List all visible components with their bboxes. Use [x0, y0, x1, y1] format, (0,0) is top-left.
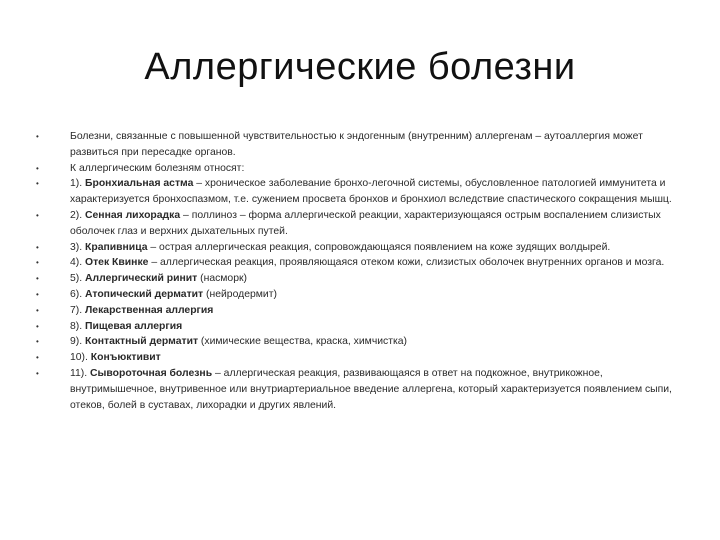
item-text: 10).	[70, 352, 91, 364]
item-text: 2).	[70, 209, 86, 221]
item-text: 6).	[70, 288, 86, 300]
bullet-icon: •	[36, 242, 39, 252]
list-item	[36, 271, 676, 287]
item-text: (химические вещества, краска, химчистка)	[198, 336, 408, 348]
list-item	[36, 350, 676, 366]
item-text: Болезни, связанные с повышенной чувствительностью к эндогенным (внутренним) аллергенам – аутоаллергия может развиться при пересадке органов.	[70, 131, 643, 158]
item-text: 4).	[70, 257, 86, 269]
bullet-icon: •	[36, 210, 39, 220]
list-item	[36, 303, 676, 319]
bullet-icon: •	[36, 353, 39, 363]
bullet-icon: •	[36, 163, 39, 173]
disease-term: Сывороточная болезнь	[90, 367, 213, 379]
item-text: – поллиноз – форма аллергической реакции, характеризующаяся острым воспалением слизистых оболочек глаз и верхних дыхательных путей.	[70, 209, 661, 237]
disease-term: Сенная лихорадка	[85, 209, 181, 221]
disease-term: Бронхиальная астма	[85, 178, 194, 190]
disease-term: Отек Квинке	[85, 257, 149, 269]
item-text: 3).	[70, 241, 86, 253]
item-text: 9).	[70, 336, 86, 348]
item-text: 7).	[70, 304, 86, 316]
disease-term: Крапивница	[85, 241, 148, 253]
item-text: – аллергическая реакция, проявляющаяся отеком кожи, слизистых оболочек внутренних органов и мозга.	[148, 257, 665, 269]
list-item	[36, 255, 676, 271]
list-item	[36, 334, 676, 350]
bullet-icon: •	[36, 337, 39, 347]
bullet-icon: •	[36, 368, 39, 378]
slide-title: Аллергические болезни	[144, 46, 576, 88]
disease-term: Атопический дерматит	[85, 288, 204, 300]
disease-term: Лекарственная аллергия	[85, 304, 214, 316]
item-text: – хроническое заболевание бронхо-легочной системы, обусловленное патологией иммунитета и характеризуется бронхоспазмом, т.е. сужением просвета бронхов и бронхиол вследствие спастического сокращения мышц.	[70, 178, 672, 206]
list-item	[36, 208, 676, 240]
bullet-icon: •	[36, 258, 39, 268]
disease-term: Конъюктивит	[90, 352, 161, 364]
bullet-icon: •	[36, 321, 39, 331]
item-text: – аллергическая реакция, развивающаяся в ответ на подкожное, внутрикожное, внутримышечное, внутривенное или внутриартериальное введение аллергена, который характеризуется появлением сыпи, отеков, болей в суставах, лихорадки и других явлений.	[70, 367, 672, 411]
list-item	[36, 319, 676, 335]
item-text: 8).	[70, 320, 86, 332]
item-text: 11).	[70, 367, 91, 379]
disease-term: Аллергический ринит	[85, 273, 198, 285]
item-text: (нейродермит)	[203, 288, 277, 300]
item-text: (насморк)	[197, 273, 248, 285]
bullet-icon: •	[36, 289, 39, 299]
bullet-list	[36, 129, 676, 413]
disease-term: Пищевая аллергия	[85, 320, 183, 332]
bullet-icon: •	[36, 132, 39, 141]
list-item	[36, 176, 676, 208]
list-item	[36, 240, 676, 256]
item-text: 1).	[70, 178, 86, 190]
bullet-icon: •	[36, 179, 39, 189]
bullet-icon: •	[36, 305, 39, 315]
list-item	[36, 161, 676, 177]
bullet-icon: •	[36, 274, 39, 284]
list-item	[36, 366, 676, 413]
list-item	[36, 129, 676, 161]
list-item	[36, 287, 676, 303]
item-text: К аллергическим болезням относят:	[70, 162, 245, 174]
disease-term: Контактный дерматит	[85, 336, 199, 348]
item-text: – острая аллергическая реакция, сопровождающаяся появлением на коже зудящих волдырей.	[147, 241, 611, 253]
item-text: 5).	[70, 273, 86, 285]
